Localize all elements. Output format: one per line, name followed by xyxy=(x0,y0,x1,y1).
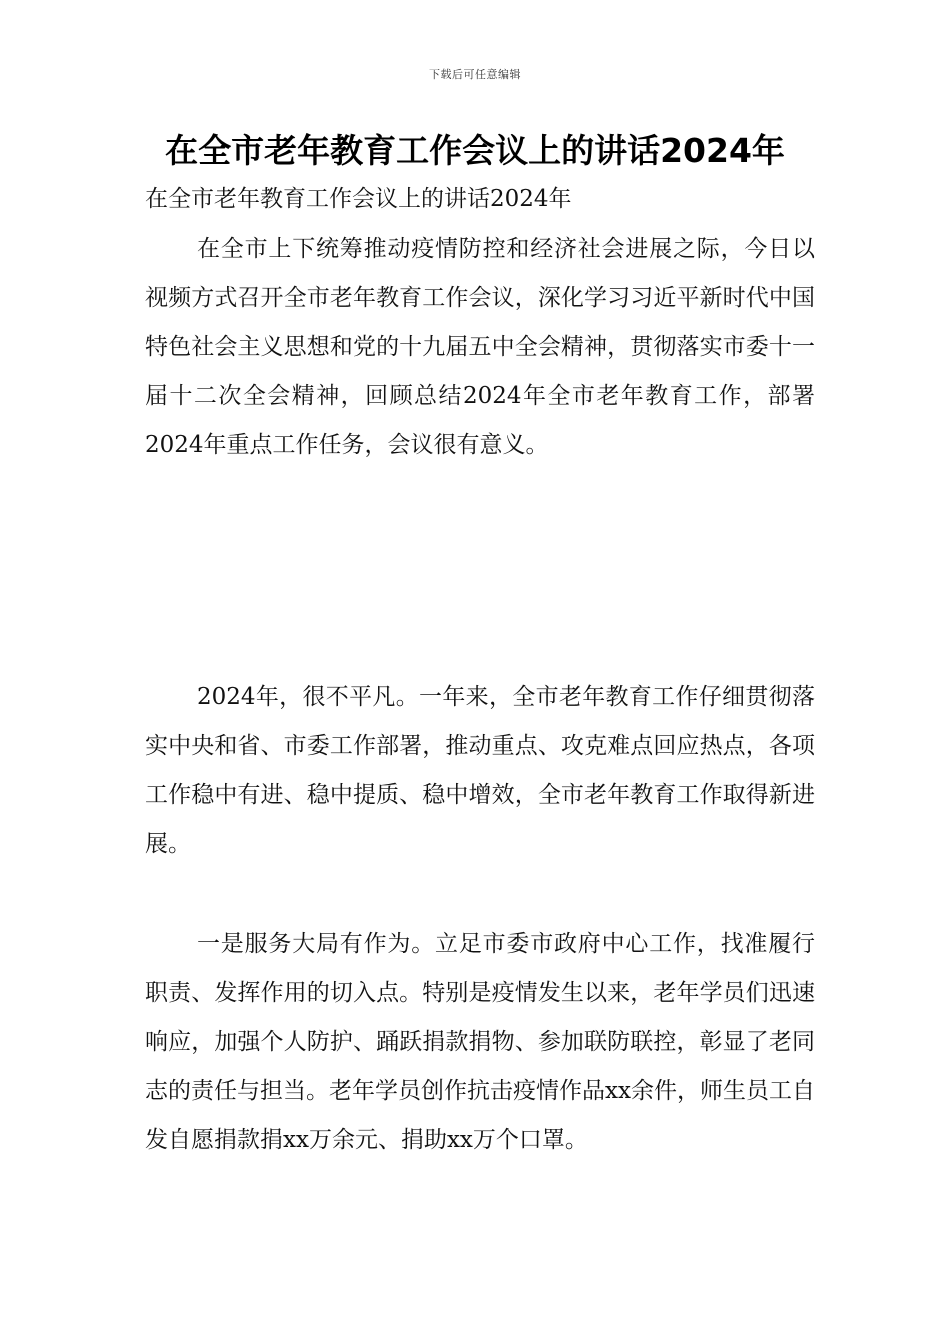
header-note: 下载后可任意编辑 xyxy=(429,68,521,81)
document-subtitle: 在全市老年教育工作会议上的讲话2024年 xyxy=(145,186,572,212)
document-title: 在全市老年教育工作会议上的讲话2024年 xyxy=(165,131,785,170)
paragraph-review: 2024年，很不平凡。一年来，全市老年教育工作仔细贯彻落实中央和省、市委工作部署，推动重点、攻克难点回应热点，各项工作稳中有进、稳中提质、稳中增效，全市老年教育工作取得新进展。 xyxy=(145,684,815,857)
paragraph-intro: 在全市上下统筹推动疫情防控和经济社会进展之际，今日以视频方式召开全市老年教育工作会议，深化学习习近平新时代中国特色社会主义思想和党的十九届五中全会精神，贯彻落实市委十一届十二次全会精神，回顾总结2024年全市老年教育工作，部署2024年重点工作任务，会议很有意义。 xyxy=(145,236,815,458)
paragraph-point-one: 一是服务大局有作为。立足市委市政府中心工作，找准履行职责、发挥作用的切入点。特别是疫情发生以来，老年学员们迅速响应，加强个人防护、踊跃捐款捐物、参加联防联控，彰显了老同志的责任与担当。老年学员创作抗击疫情作品xx余件，师生员工自发自愿捐款捐xx万余元、捐助xx万个口罩。 xyxy=(145,931,815,1153)
